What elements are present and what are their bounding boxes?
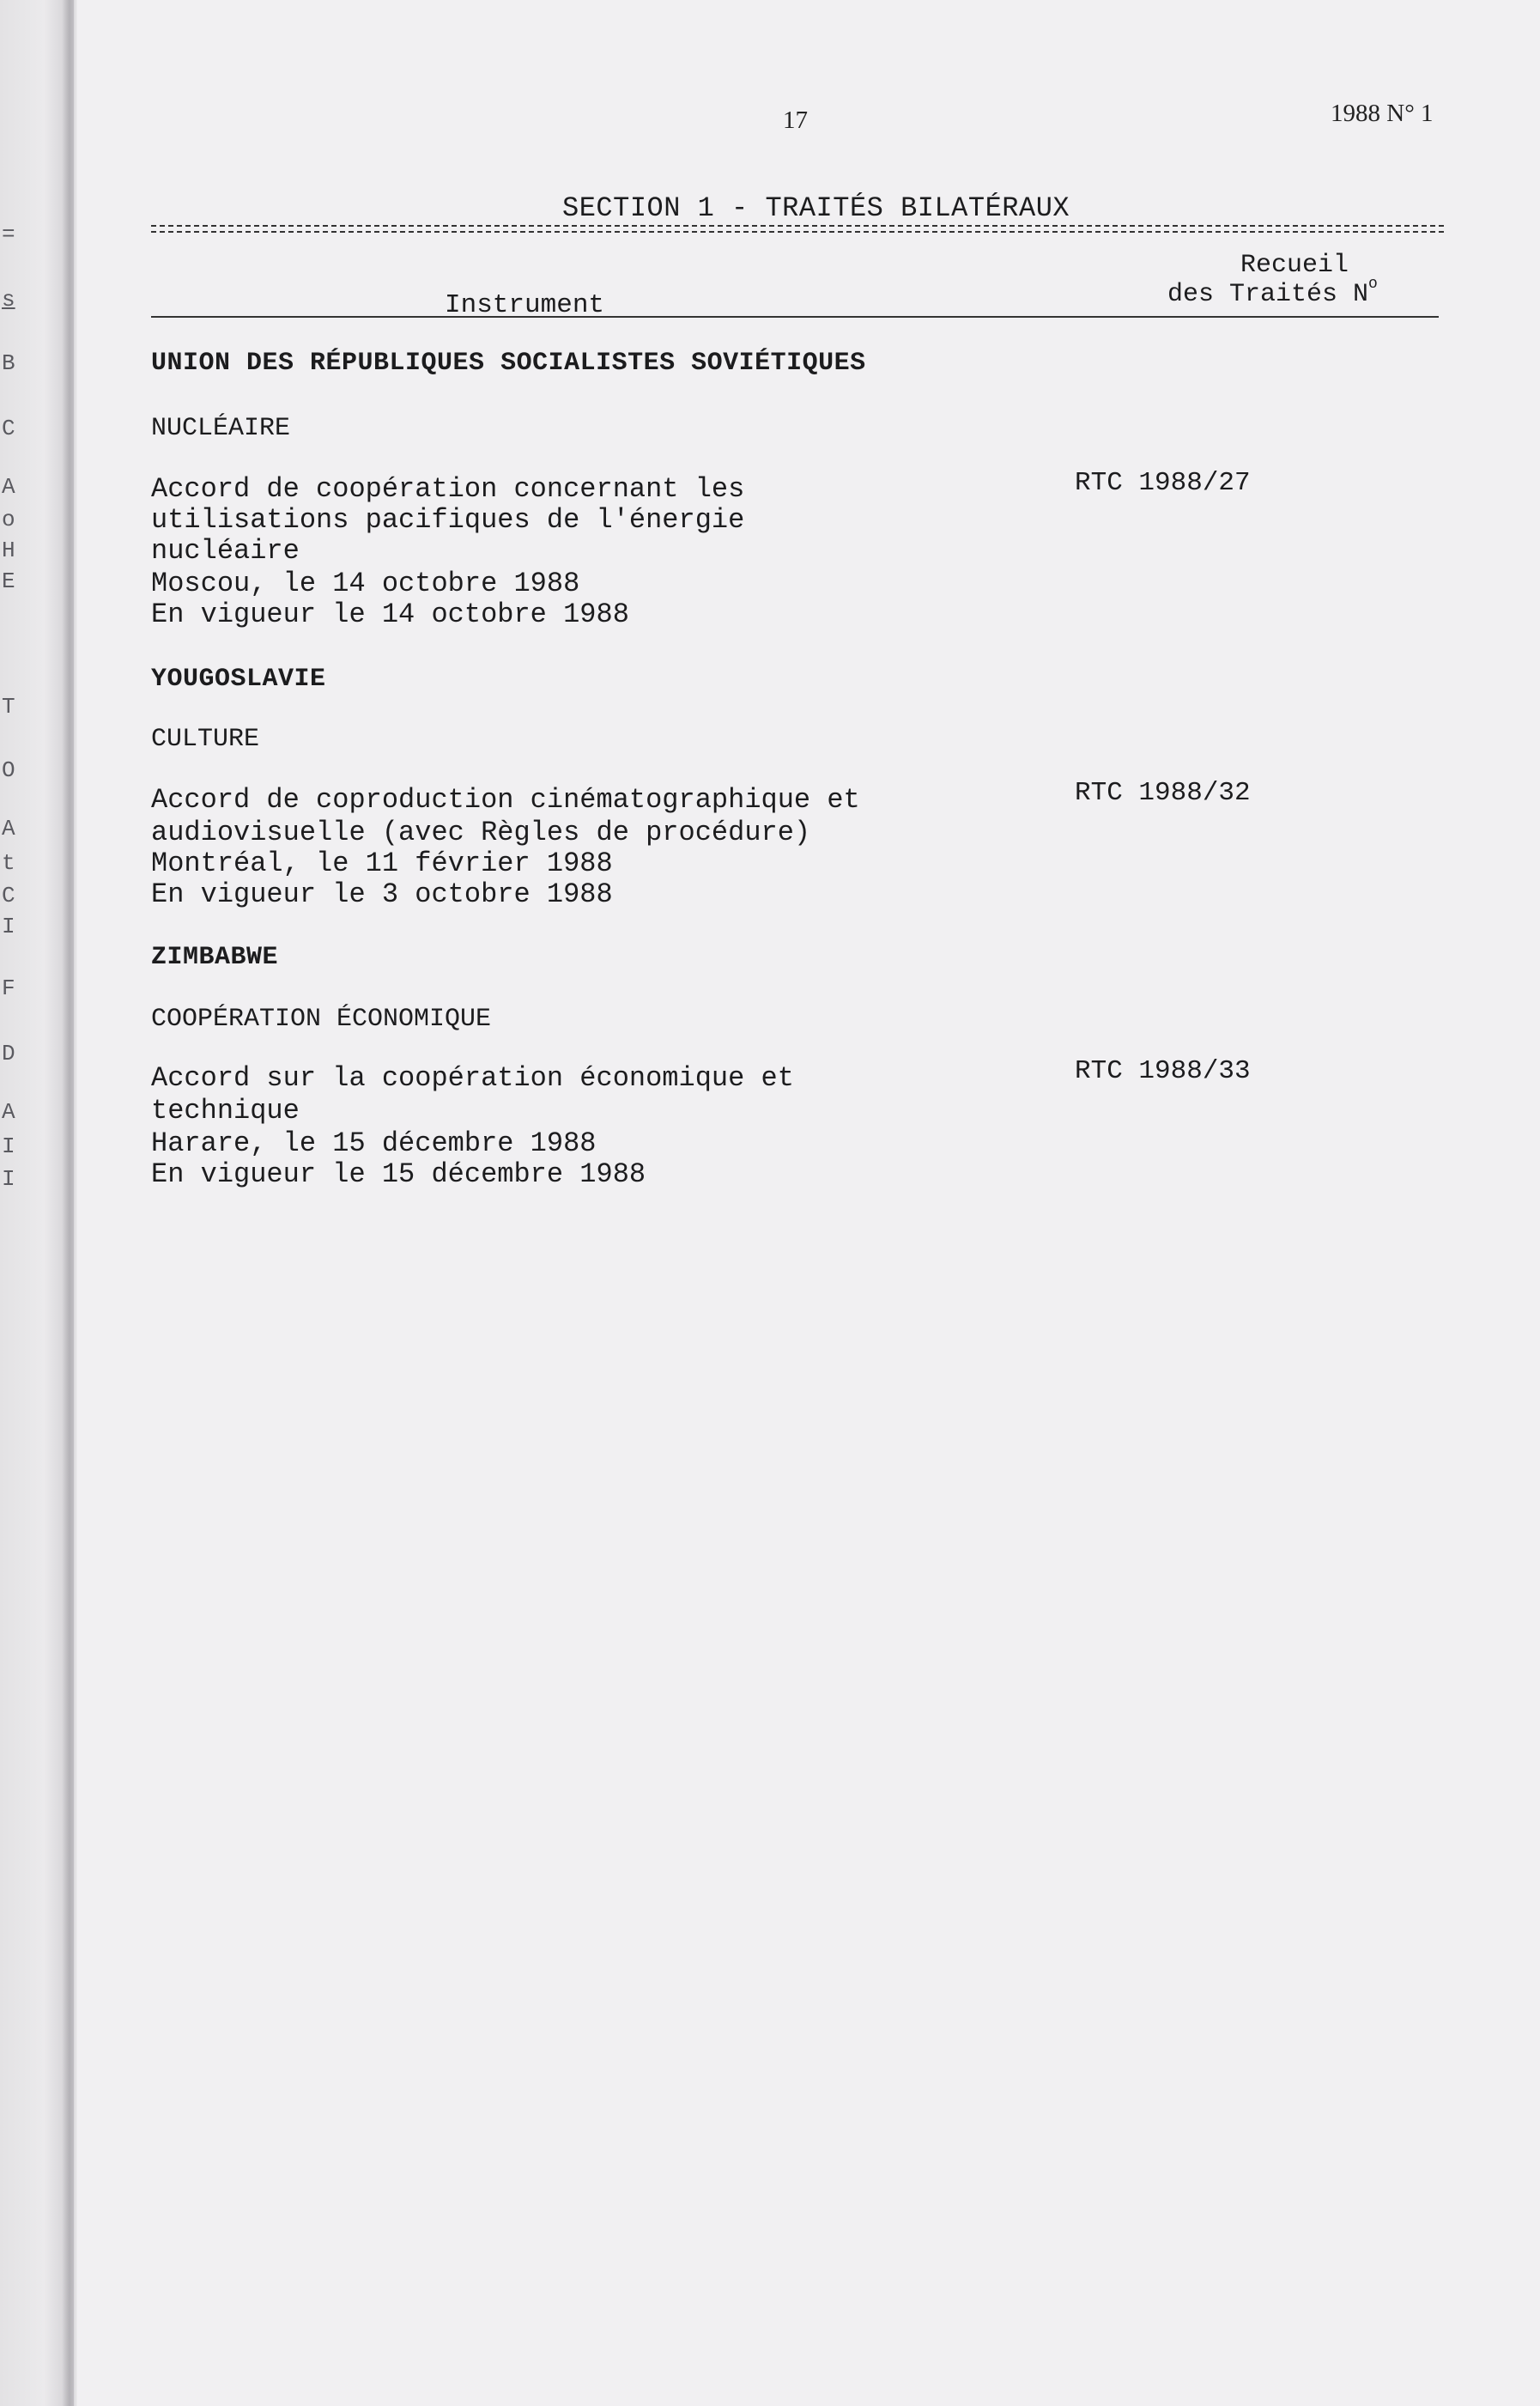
treaty-reference: RTC 1988/33 xyxy=(1075,1056,1251,1086)
column-header-traites-text: des Traités N xyxy=(1167,280,1369,309)
issue-label: 1988 N° 1 xyxy=(1331,100,1434,127)
margin-fragment: s xyxy=(2,287,15,313)
entry-text-line: Accord de coopération concernant les xyxy=(151,473,745,505)
entry-text-line: Harare, le 15 décembre 1988 xyxy=(151,1127,597,1159)
margin-fragment: t xyxy=(2,850,15,876)
subject-heading: NUCLÉAIRE xyxy=(151,414,291,443)
entry-text-line: Accord sur la coopération économique et xyxy=(151,1062,794,1094)
subject-heading: COOPÉRATION ÉCONOMIQUE xyxy=(151,1005,492,1034)
margin-fragment: A xyxy=(2,1099,15,1125)
entry-text-line: En vigueur le 3 octobre 1988 xyxy=(151,878,613,910)
entry-text-line: Moscou, le 14 octobre 1988 xyxy=(151,568,580,599)
column-header-instrument: Instrument xyxy=(445,290,605,320)
margin-fragment: O xyxy=(2,757,15,783)
margin-fragment: I xyxy=(2,1166,15,1192)
entry-text-line: audiovisuelle (avec Règles de procédure) xyxy=(151,817,811,848)
entry-text-line: En vigueur le 14 octobre 1988 xyxy=(151,598,629,630)
country-heading: ZIMBABWE xyxy=(151,943,279,972)
country-heading: YOUGOSLAVIE xyxy=(151,665,326,694)
margin-fragment: A xyxy=(2,474,15,500)
margin-fragment: T xyxy=(2,694,15,720)
page-number: 17 xyxy=(783,106,808,134)
margin-fragment: B xyxy=(2,350,15,376)
column-header-recueil: Recueil xyxy=(1240,251,1349,280)
column-header-traites-sup: o xyxy=(1368,276,1378,293)
treaty-reference: RTC 1988/32 xyxy=(1075,778,1251,808)
entry-text-line: nucléaire xyxy=(151,535,300,567)
double-rule xyxy=(151,225,1444,237)
margin-fragment: C xyxy=(2,416,15,441)
margin-fragment: E xyxy=(2,568,15,594)
margin-fragment: I xyxy=(2,914,15,939)
page-gutter-shadow xyxy=(62,0,77,2406)
margin-fragment: o xyxy=(2,507,15,532)
margin-fragment: D xyxy=(2,1041,15,1066)
country-heading: UNION DES RÉPUBLIQUES SOCIALISTES SOVIÉTIQUES xyxy=(151,349,866,378)
margin-fragment: F xyxy=(2,975,15,1001)
entry-text-line: En vigueur le 15 décembre 1988 xyxy=(151,1158,646,1190)
entry-text-line: utilisations pacifiques de l'énergie xyxy=(151,504,745,536)
margin-fragment: C xyxy=(2,883,15,908)
margin-fragment: I xyxy=(2,1133,15,1159)
entry-text-line: Montréal, le 11 février 1988 xyxy=(151,848,613,879)
margin-fragment: A xyxy=(2,816,15,841)
header-rule xyxy=(151,316,1439,318)
entry-text-line: technique xyxy=(151,1095,300,1127)
subject-heading: CULTURE xyxy=(151,725,260,754)
treaty-reference: RTC 1988/27 xyxy=(1075,468,1251,498)
entry-text-line: Accord de coproduction cinématographique et xyxy=(151,784,860,816)
section-title: SECTION 1 - TRAITÉS BILATÉRAUX xyxy=(562,192,1070,224)
margin-fragment: H xyxy=(2,538,15,563)
margin-fragment: = xyxy=(2,222,15,247)
column-header-traites xyxy=(1167,276,1378,309)
